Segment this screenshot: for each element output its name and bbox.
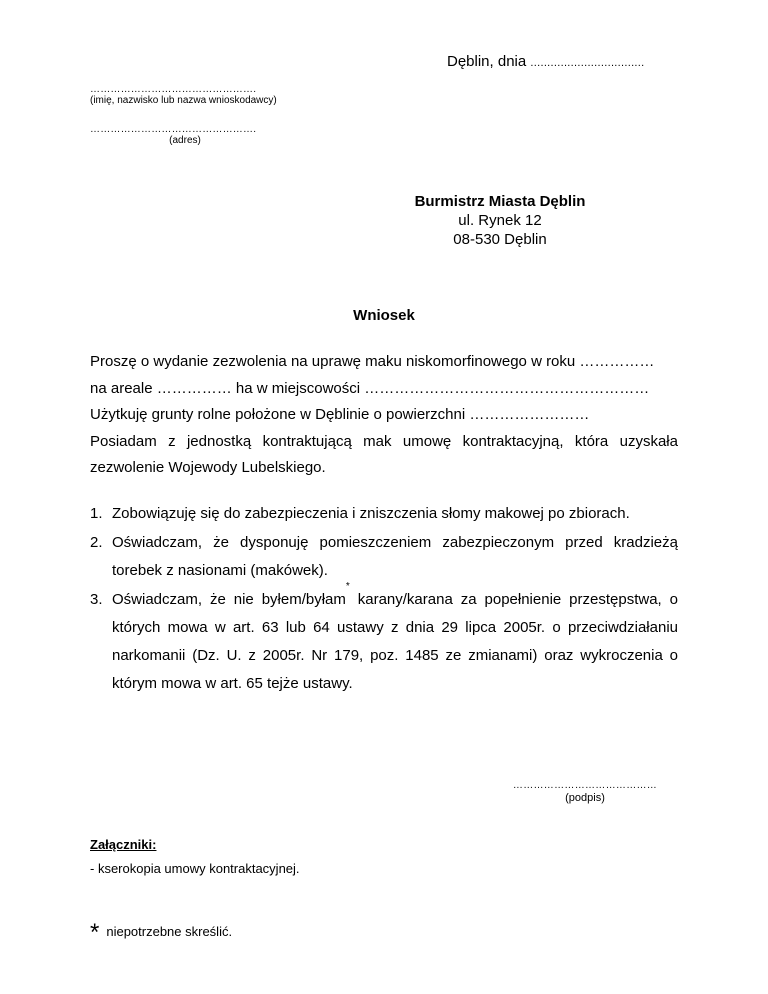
date-blank[interactable]: ..................................	[530, 57, 645, 69]
applicant-caption: (imię, nazwisko lub nazwa wnioskodawcy)	[90, 95, 277, 106]
list-item-number: 1.	[90, 505, 103, 522]
signature-caption: (podpis)	[565, 792, 605, 804]
attachments-section	[90, 833, 300, 881]
attachments-heading: Załączniki:	[90, 837, 157, 852]
declaration-text-start: Oświadczam, że nie byłem/byłam	[112, 591, 346, 608]
list-item-text: Oświadczam, że dysponuję pomieszczeniem zabezpieczonym przed kradzieżą torebek z nasionami (makówek).	[112, 534, 678, 579]
address-block	[90, 124, 290, 146]
place-date-label: Dęblin, dnia	[447, 53, 527, 70]
list-item	[90, 500, 678, 528]
declarations-list	[90, 500, 678, 698]
recipient-block	[380, 192, 620, 249]
declaration-text-end: karany/karana za popełnienie przestępstwa, o których mowa w art. 63 lub 64 ustawy z dnia 29 lipca 2005r. o przeciwdziałaniu narkomanii (Dz. U. z 2005r. Nr 179, poz. 1485 ze zmianami) oraz wykroczenia o którym mowa w art. 65 tejże ustawy.	[112, 591, 678, 692]
list-item	[90, 581, 678, 698]
signature-block	[500, 780, 670, 804]
recipient-city: 08-530 Dęblin	[453, 231, 547, 248]
address-blank[interactable]: ………………………………………….	[90, 124, 257, 135]
address-caption: (adres)	[169, 135, 201, 146]
list-item-text	[112, 581, 678, 698]
attachments-item: - kserokopia umowy kontraktacyjnej.	[90, 861, 300, 876]
applicant-blank[interactable]: ………………………………………….	[90, 84, 257, 95]
applicant-block	[90, 84, 290, 106]
place-date-line	[447, 53, 645, 70]
request-body	[90, 349, 678, 482]
document-title: Wniosek	[353, 307, 415, 324]
footnote	[90, 919, 233, 946]
footnote-marker: *	[345, 581, 350, 592]
body-line-area: na areale …………… ha w miejscowości …………………………………………………	[90, 379, 650, 397]
footnote-text: niepotrzebne skreślić.	[106, 924, 233, 939]
list-item-text: Zobowiązuję się do zabezpieczenia i zniszczenia słomy makowej po zbiorach.	[112, 505, 630, 522]
footnote-star: *	[90, 919, 100, 946]
signature-blank[interactable]: ……………………………………	[512, 780, 658, 791]
list-item-number: 2.	[90, 534, 103, 551]
recipient-street: ul. Rynek 12	[458, 212, 542, 229]
body-line-land: Użytkuję grunty rolne położone w Dęblinie o powierzchni ……………………	[90, 406, 590, 423]
body-contract-paragraph: Posiadam z jednostką kontraktującą mak umowę kontraktacyjną, która uzyskała zezwolenie Wojewody Lubelskiego.	[90, 432, 678, 476]
body-line-year: Proszę o wydanie zezwolenia na uprawę maku niskomorfinowego w roku ……………	[90, 353, 655, 370]
list-item-number: 3.	[90, 591, 103, 608]
recipient-name: Burmistrz Miasta Dęblin	[414, 193, 586, 210]
list-item	[90, 529, 678, 585]
